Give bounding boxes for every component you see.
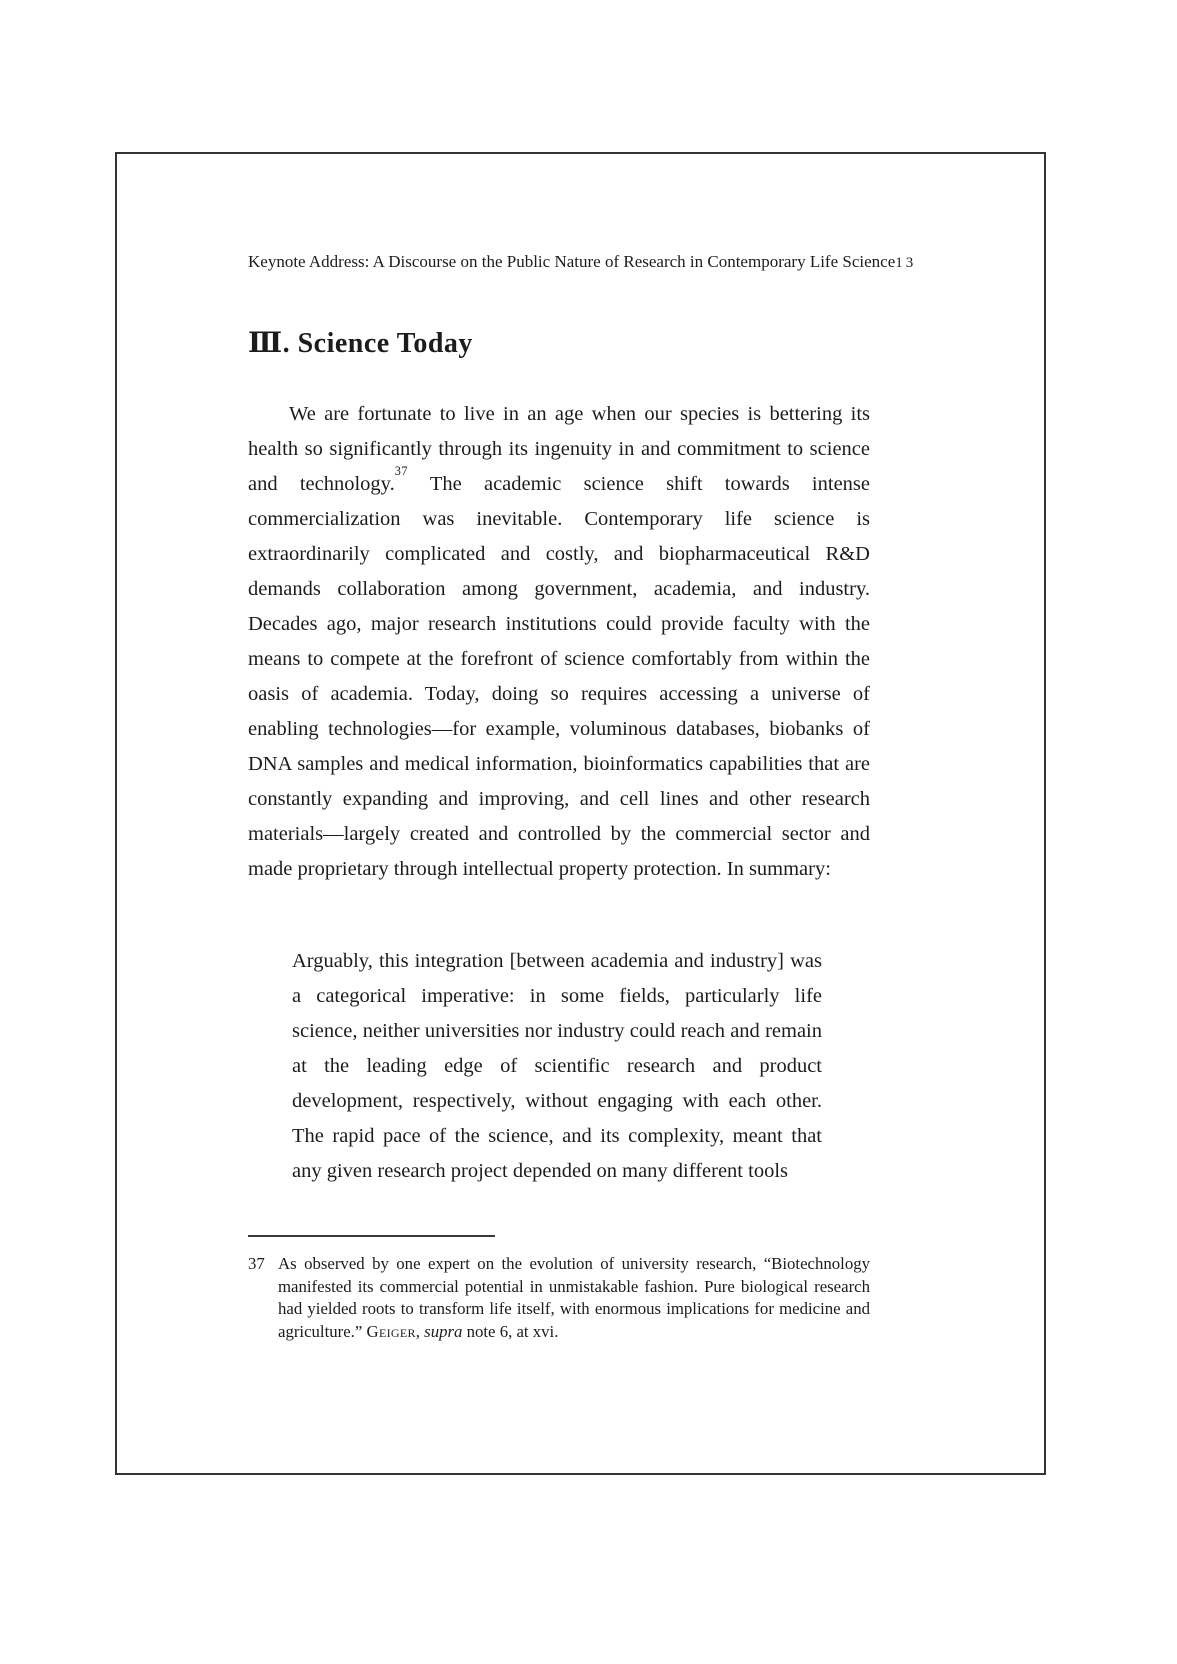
footnote-cite-separator: , bbox=[415, 1321, 425, 1341]
footnote-cite-author: Geiger bbox=[366, 1321, 416, 1341]
footnote bbox=[248, 1253, 870, 1343]
footnote-cite-rest: note 6, at xvi. bbox=[462, 1321, 559, 1341]
section-heading: Ⅲ. Science Today bbox=[248, 328, 473, 359]
block-quote: Arguably, this integration [between academia and industry] was a categorical imperative: in some fields, particularly life science, neither universities nor industry could reach and remain at the leading edge of scientific research and product development, respectively, without engaging with each other. The rapid pace of the science, and its complexity, meant that any given research project depended on many different tools bbox=[292, 950, 822, 1182]
body-paragraph bbox=[248, 397, 870, 887]
footnote-separator-rule bbox=[248, 1235, 495, 1237]
footnote-text-body: As observed by one expert on the evolution of university research, “Biotechnology manifested its commercial potential in unmistakable fashion. Pure biological research had yielded roots to transform life itself, with enormous implications for medicine and agriculture.” bbox=[278, 1254, 870, 1341]
footnote-cite-signal: supra bbox=[424, 1321, 463, 1341]
paragraph-text-before-ref: We are fortunate to live in an age when our species is bettering its health so significantly through its ingenuity in and commitment to science and technology. bbox=[248, 403, 870, 495]
paragraph-text-after-ref: The academic science shift towards intense commercialization was inevitable. Contemporary life science is extraordinarily complicated and costly, and biopharmaceutical R&D demands collaboration among government, academia, and industry. Decades ago, major research institutions could provide faculty with the means to compete at the forefront of science comfortably from within the oasis of academia. Today, doing so requires accessing a universe of enabling technologies—for example, voluminous databases, biobanks of DNA samples and medical information, bioinformatics capabilities that are constantly expanding and improving, and cell lines and other research materials—largely created and controlled by the commercial sector and made proprietary through intellectual property protection. In summary: bbox=[248, 473, 871, 880]
running-header bbox=[248, 252, 917, 273]
footnote-number: 37 bbox=[248, 1254, 265, 1273]
document-page bbox=[115, 152, 1046, 1475]
running-header-title: Keynote Address: A Discourse on the Public Nature of Research in Contemporary Life Science bbox=[248, 252, 896, 271]
page-number: 13 bbox=[895, 255, 917, 271]
footnote-reference-superscript: 37 bbox=[394, 463, 409, 478]
